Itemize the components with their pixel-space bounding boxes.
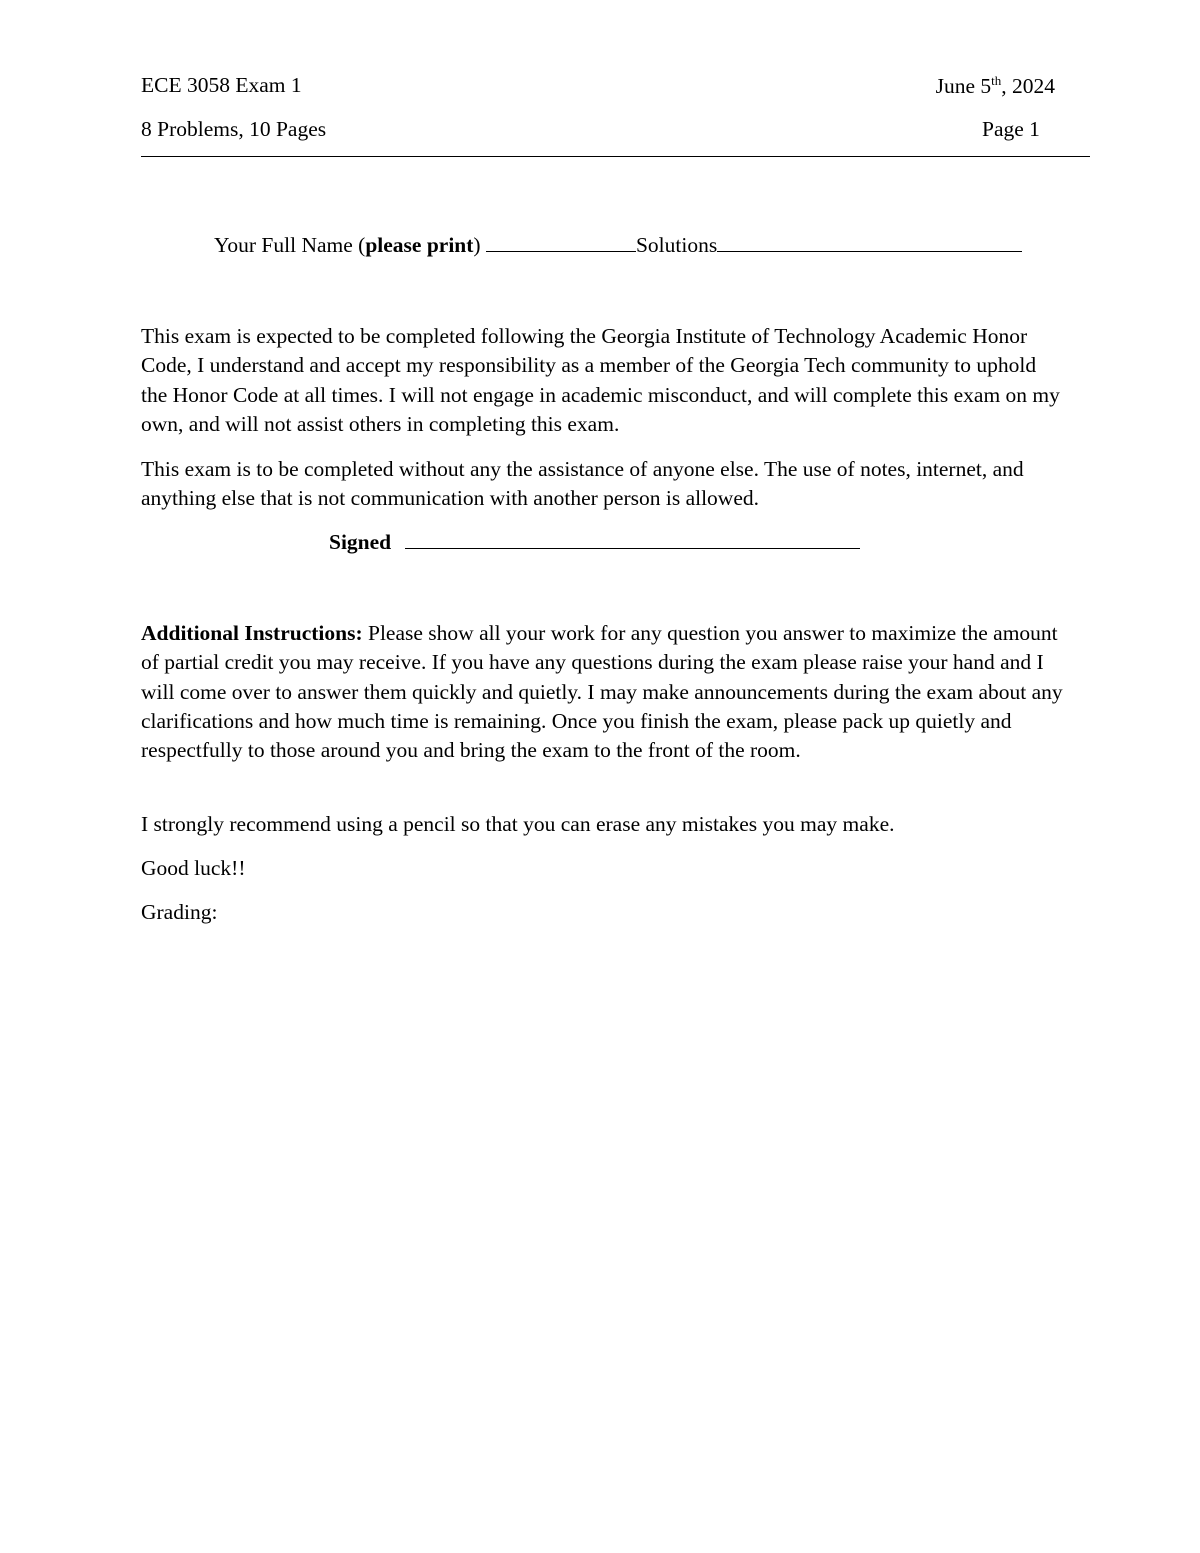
- instructions-heading: Additional Instructions:: [141, 621, 363, 645]
- problems-pages-count: 8 Problems, 10 Pages: [141, 117, 327, 141]
- name-blank-right: [717, 233, 1022, 252]
- date-month-day: June 5: [935, 74, 992, 99]
- name-label-bold: please print: [365, 233, 474, 257]
- name-blank-left: [486, 233, 636, 252]
- instructions-body: Please show all your work for any question you answer to maximize the amount of partial credit you may receive. If you have any questions during the exam please raise your hand and I will come over to answer them quickly and quietly. I may make announcements during the exam about any clarifications and how much time is remaining. Once you finish the exam, please pack up quietly and respectfully to those around you and bring the exam to the front of the room.: [141, 621, 1063, 763]
- date-ordinal-suffix: th: [991, 73, 1002, 88]
- grading-label: Grading:: [141, 900, 218, 924]
- signature-label: Signed: [329, 530, 392, 554]
- additional-instructions-paragraph: [141, 619, 1066, 765]
- name-field: [214, 233, 1022, 258]
- honor-code-paragraph: This exam is expected to be completed following the Georgia Institute of Technology Academic Honor Code, I understand and accept my responsibility as a member of the Georgia Tech community to uphold the Honor Code at all times. I will not engage in academic misconduct, and will complete this exam on my own, and will not assist others in completing this exam.: [141, 324, 1060, 436]
- name-label-suffix: ): [473, 233, 481, 257]
- header-rule: [141, 156, 1090, 157]
- pencil-recommendation: I strongly recommend using a pencil so that you can erase any mistakes you may make.: [141, 812, 895, 836]
- good-luck-text: Good luck!!: [141, 856, 246, 880]
- page-number: Page 1: [982, 117, 1040, 141]
- name-value: Solutions: [635, 233, 718, 257]
- assistance-policy-paragraph: This exam is to be completed without any the assistance of anyone else. The use of notes, internet, and anything else that is not communication with another person is allowed.: [141, 457, 1024, 511]
- signature-blank: [405, 530, 860, 549]
- date-year: , 2024: [1001, 74, 1055, 99]
- course-exam-title: ECE 3058 Exam 1: [141, 73, 302, 97]
- signature-field: [329, 530, 860, 555]
- exam-date: [936, 73, 1055, 99]
- name-label-prefix: Your Full Name (: [214, 233, 366, 257]
